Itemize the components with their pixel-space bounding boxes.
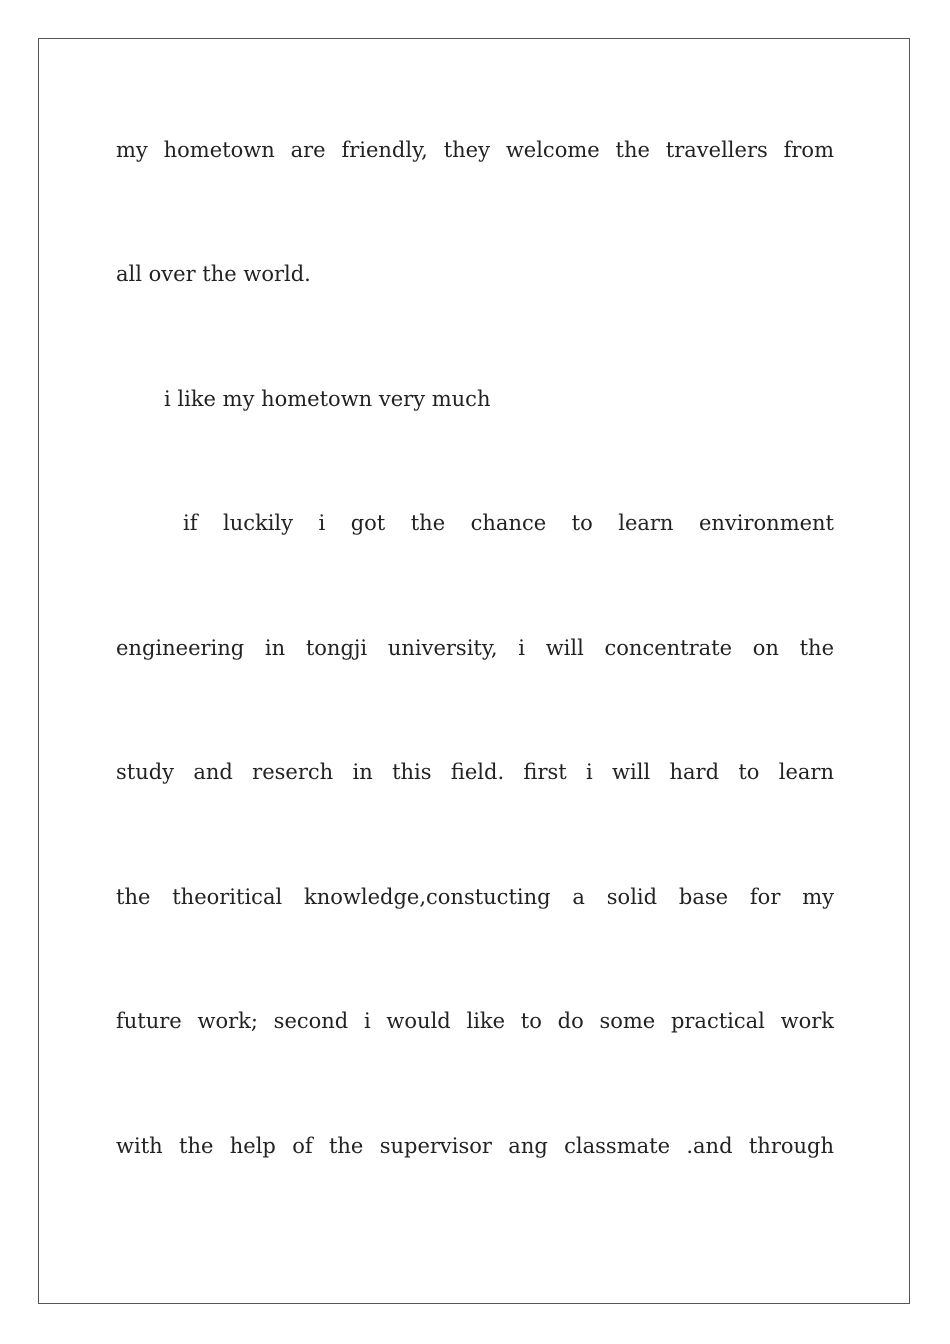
text-line: my hometown are friendly, they welcome the travellers from <box>116 138 834 162</box>
text-line: with the help of the supervisor ang classmate .and through <box>116 1134 834 1158</box>
page-border <box>38 38 910 1304</box>
text-line: engineering in tongji university, i will concentrate on the <box>116 636 834 660</box>
text-line: i like my hometown very much <box>164 387 491 411</box>
text-line: study and reserch in this field. first i will hard to learn <box>116 760 834 784</box>
text-line: all over the world. <box>116 262 311 286</box>
text-line: if luckily i got the chance to learn environment <box>183 511 834 535</box>
text-line: the theoritical knowledge,constucting a solid base for my <box>116 885 834 909</box>
text-line: future work; second i would like to do some practical work <box>116 1009 834 1033</box>
